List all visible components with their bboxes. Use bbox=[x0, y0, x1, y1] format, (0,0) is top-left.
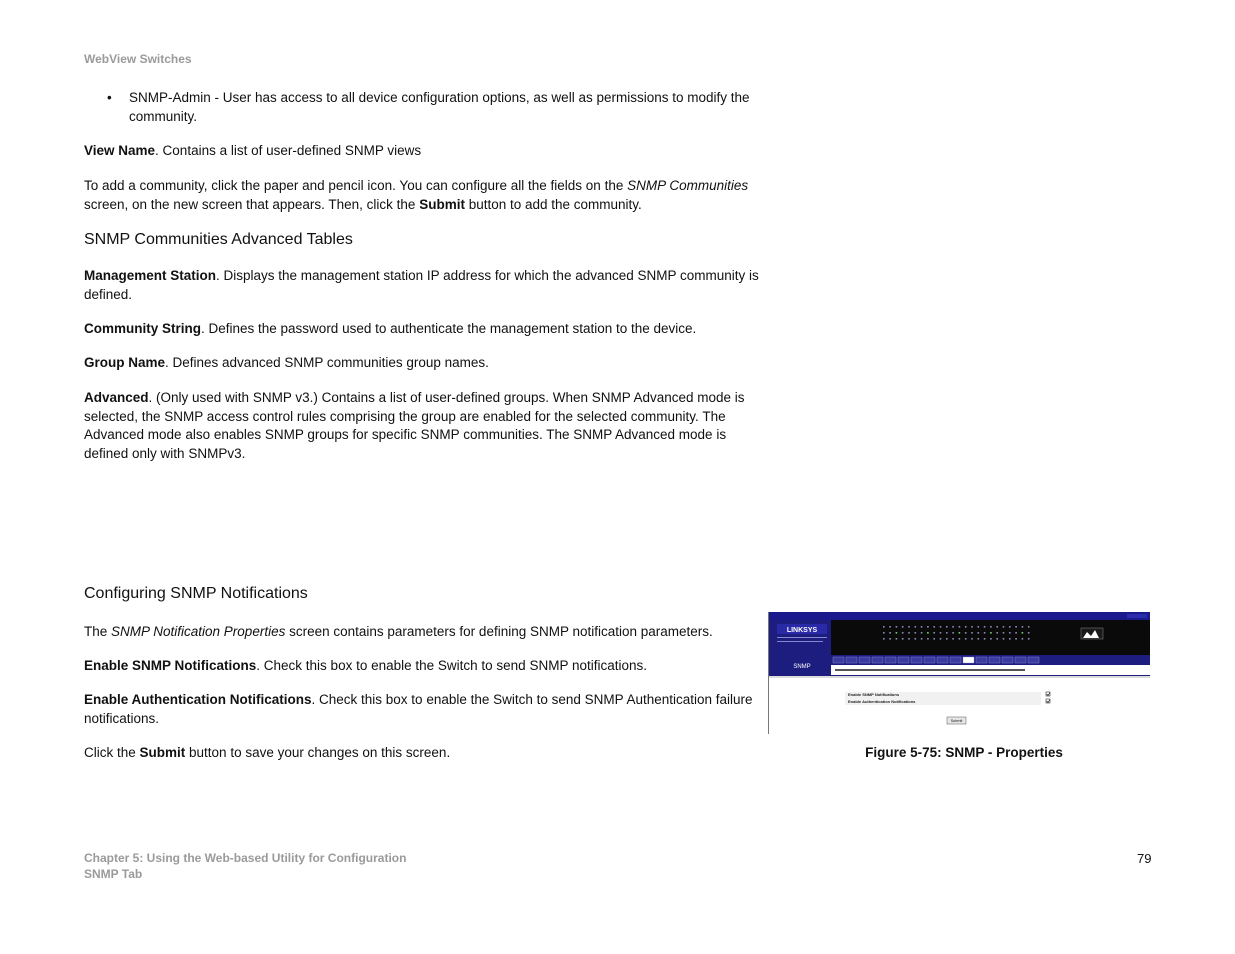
section-label: SNMP bbox=[793, 664, 811, 670]
port-indicator bbox=[927, 632, 929, 634]
port-indicator bbox=[990, 626, 992, 628]
figure-screenshot bbox=[768, 612, 1150, 734]
port-indicator bbox=[990, 632, 992, 634]
port-indicator bbox=[896, 632, 898, 634]
footer bbox=[84, 850, 406, 882]
tab-item[interactable] bbox=[859, 657, 870, 663]
port-indicator bbox=[946, 638, 948, 640]
logo-text: LINKSYS bbox=[786, 627, 818, 634]
paragraph-group-name bbox=[84, 354, 759, 373]
desc-management-station: . Displays the management station IP address for which the advanced SNMP community is defined. bbox=[84, 268, 759, 302]
port-indicator bbox=[952, 638, 954, 640]
tab-item[interactable] bbox=[846, 657, 857, 663]
port-indicator bbox=[940, 626, 942, 628]
port-indicator bbox=[889, 626, 891, 628]
port-indicator bbox=[883, 626, 885, 628]
port-indicator bbox=[896, 638, 898, 640]
figure-caption: Figure 5-75: SNMP - Properties bbox=[865, 745, 1063, 760]
port-indicator bbox=[965, 632, 967, 634]
port-indicator bbox=[978, 626, 980, 628]
paragraph-add-community bbox=[84, 177, 759, 214]
port-indicator bbox=[971, 632, 973, 634]
port-indicator bbox=[959, 638, 961, 640]
port-indicator bbox=[965, 638, 967, 640]
port-indicator bbox=[921, 626, 923, 628]
port-indicator bbox=[915, 632, 917, 634]
port-indicator bbox=[921, 638, 923, 640]
term-view-name: View Name bbox=[84, 143, 156, 158]
bullet-snmp-admin bbox=[107, 89, 767, 126]
page-number: 79 bbox=[1137, 851, 1152, 866]
text-segment: button to save your changes on this screen. bbox=[185, 745, 451, 760]
port-indicator bbox=[902, 626, 904, 628]
italic-screen-name: SNMP Communities bbox=[627, 178, 749, 193]
footer-section: SNMP Tab bbox=[84, 867, 143, 881]
port-indicator bbox=[933, 626, 935, 628]
port-indicator bbox=[990, 638, 992, 640]
port-indicator bbox=[1015, 626, 1017, 628]
text-segment: To add a community, click the paper and pencil icon. You can configure all the fields on the bbox=[84, 178, 628, 193]
bold-submit: Submit bbox=[139, 745, 186, 760]
port-indicator bbox=[959, 632, 961, 634]
text-segment: screen, on the new screen that appears. Then, click the bbox=[84, 196, 420, 212]
tab-item[interactable] bbox=[950, 657, 961, 663]
port-indicator bbox=[1022, 632, 1024, 634]
term-enable-auth: Enable Authentication Notifications bbox=[84, 692, 312, 707]
desc-community-string: . Defines the password used to authenticate the management station to the device. bbox=[201, 321, 697, 336]
tab-item[interactable] bbox=[833, 657, 844, 663]
port-indicator bbox=[984, 626, 986, 628]
desc-enable-snmp: . Check this box to enable the Switch to send SNMP notifications. bbox=[256, 658, 647, 673]
bullet-text: SNMP-Admin - User has access to all device configuration options, as well as permissions to modify the community. bbox=[129, 90, 750, 124]
tab-item[interactable] bbox=[911, 657, 922, 663]
port-indicator bbox=[996, 632, 998, 634]
port-indicator bbox=[984, 632, 986, 634]
port-indicator bbox=[1028, 626, 1030, 628]
paragraph-management-station bbox=[84, 267, 759, 304]
term-community-string: Community String bbox=[84, 321, 201, 336]
port-indicator bbox=[1022, 638, 1024, 640]
tab-item[interactable] bbox=[898, 657, 909, 663]
port-indicator bbox=[1009, 626, 1011, 628]
port-indicator bbox=[1003, 632, 1005, 634]
tab-item[interactable] bbox=[989, 657, 1000, 663]
port-indicator bbox=[1003, 638, 1005, 640]
tab-item[interactable] bbox=[937, 657, 948, 663]
section-heading-advanced-tables: SNMP Communities Advanced Tables bbox=[84, 231, 353, 248]
term-group-name: Group Name bbox=[84, 355, 166, 370]
port-indicator bbox=[902, 638, 904, 640]
field-enable-auth-label: Enable Authentication Notifications bbox=[848, 699, 916, 704]
port-indicator bbox=[1015, 632, 1017, 634]
port-indicator bbox=[915, 626, 917, 628]
port-indicator bbox=[902, 632, 904, 634]
tab-item[interactable] bbox=[885, 657, 896, 663]
bold-submit: Submit bbox=[419, 196, 465, 212]
port-indicator bbox=[908, 638, 910, 640]
port-indicator bbox=[889, 638, 891, 640]
port-indicator bbox=[933, 632, 935, 634]
port-indicator bbox=[1028, 632, 1030, 634]
port-indicator bbox=[1009, 638, 1011, 640]
desc-group-name: . Defines advanced SNMP communities group names. bbox=[165, 355, 489, 370]
subnav-links bbox=[835, 669, 1025, 671]
port-indicator bbox=[952, 626, 954, 628]
term-management-station: Management Station bbox=[84, 268, 217, 283]
tab-item[interactable] bbox=[872, 657, 883, 663]
tab-item[interactable] bbox=[1028, 657, 1039, 663]
text-segment: Click the bbox=[84, 745, 140, 760]
port-indicator bbox=[927, 638, 929, 640]
port-indicator bbox=[1015, 638, 1017, 640]
paragraph-notification-intro bbox=[84, 623, 759, 642]
port-indicator bbox=[971, 638, 973, 640]
desc-advanced: . (Only used with SNMP v3.) Contains a list of user-defined groups. When SNMP Advanced mode is selected, the SNMP access control rules comprising the group are enabled for the selected community. The Advanced mode also enables SNMP groups for specific SNMP communities. The SNMP Advanced mode is defined only with SNMPv3. bbox=[84, 390, 745, 462]
tab-item[interactable] bbox=[963, 657, 974, 663]
port-indicator bbox=[978, 632, 980, 634]
port-indicator bbox=[959, 626, 961, 628]
term-advanced: Advanced bbox=[84, 390, 149, 405]
paragraph-advanced bbox=[84, 389, 759, 464]
port-indicator bbox=[1028, 638, 1030, 640]
running-header: WebView Switches bbox=[84, 52, 192, 66]
port-indicator bbox=[996, 638, 998, 640]
tab-item[interactable] bbox=[924, 657, 935, 663]
tab-item[interactable] bbox=[1002, 657, 1013, 663]
bullet-marker: • bbox=[107, 90, 112, 105]
port-indicator bbox=[965, 626, 967, 628]
port-indicator bbox=[1009, 632, 1011, 634]
port-indicator bbox=[1003, 626, 1005, 628]
paragraph-click-submit bbox=[84, 744, 759, 763]
text-segment: screen contains parameters for defining SNMP notification parameters. bbox=[285, 624, 713, 639]
port-indicator bbox=[984, 638, 986, 640]
port-indicator bbox=[978, 638, 980, 640]
desc-view-name: . Contains a list of user-defined SNMP views bbox=[155, 143, 422, 158]
port-indicator bbox=[921, 632, 923, 634]
port-indicator bbox=[933, 638, 935, 640]
port-indicator bbox=[996, 626, 998, 628]
footer-chapter: Chapter 5: Using the Web-based Utility for Configuration bbox=[84, 851, 407, 865]
top-bar bbox=[769, 612, 1150, 620]
port-indicator bbox=[971, 626, 973, 628]
section-heading-snmp-notifications: Configuring SNMP Notifications bbox=[84, 585, 308, 602]
port-indicator bbox=[940, 632, 942, 634]
text-segment: The bbox=[84, 624, 112, 639]
port-indicator bbox=[952, 632, 954, 634]
desc-enable-auth: . Check this box to enable the Switch to send SNMP Authentication failure notifications. bbox=[84, 692, 753, 726]
port-indicator bbox=[889, 632, 891, 634]
port-indicator bbox=[908, 626, 910, 628]
figure-submit-label: Submit bbox=[950, 719, 963, 723]
port-indicator bbox=[927, 626, 929, 628]
text-segment: button to add the community. bbox=[464, 196, 642, 212]
paragraph-enable-auth bbox=[84, 691, 759, 728]
port-indicator bbox=[940, 638, 942, 640]
port-indicator bbox=[883, 632, 885, 634]
tab-item[interactable] bbox=[976, 657, 987, 663]
port-indicator bbox=[946, 632, 948, 634]
italic-screen-name: SNMP Notification Properties bbox=[111, 624, 286, 639]
port-indicator bbox=[908, 632, 910, 634]
port-indicator bbox=[946, 626, 948, 628]
figure-screenshot-svg bbox=[769, 612, 1150, 734]
tab-item[interactable] bbox=[1015, 657, 1026, 663]
term-enable-snmp: Enable SNMP Notifications bbox=[84, 658, 257, 673]
paragraph-community-string bbox=[84, 320, 759, 339]
port-indicator bbox=[883, 638, 885, 640]
port-indicator bbox=[896, 626, 898, 628]
paragraph-enable-snmp bbox=[84, 657, 759, 676]
port-indicator bbox=[915, 638, 917, 640]
field-enable-snmp-label: Enable SNMP Notifications bbox=[848, 692, 900, 697]
port-indicator bbox=[1022, 626, 1024, 628]
paragraph-view-name bbox=[84, 142, 759, 161]
